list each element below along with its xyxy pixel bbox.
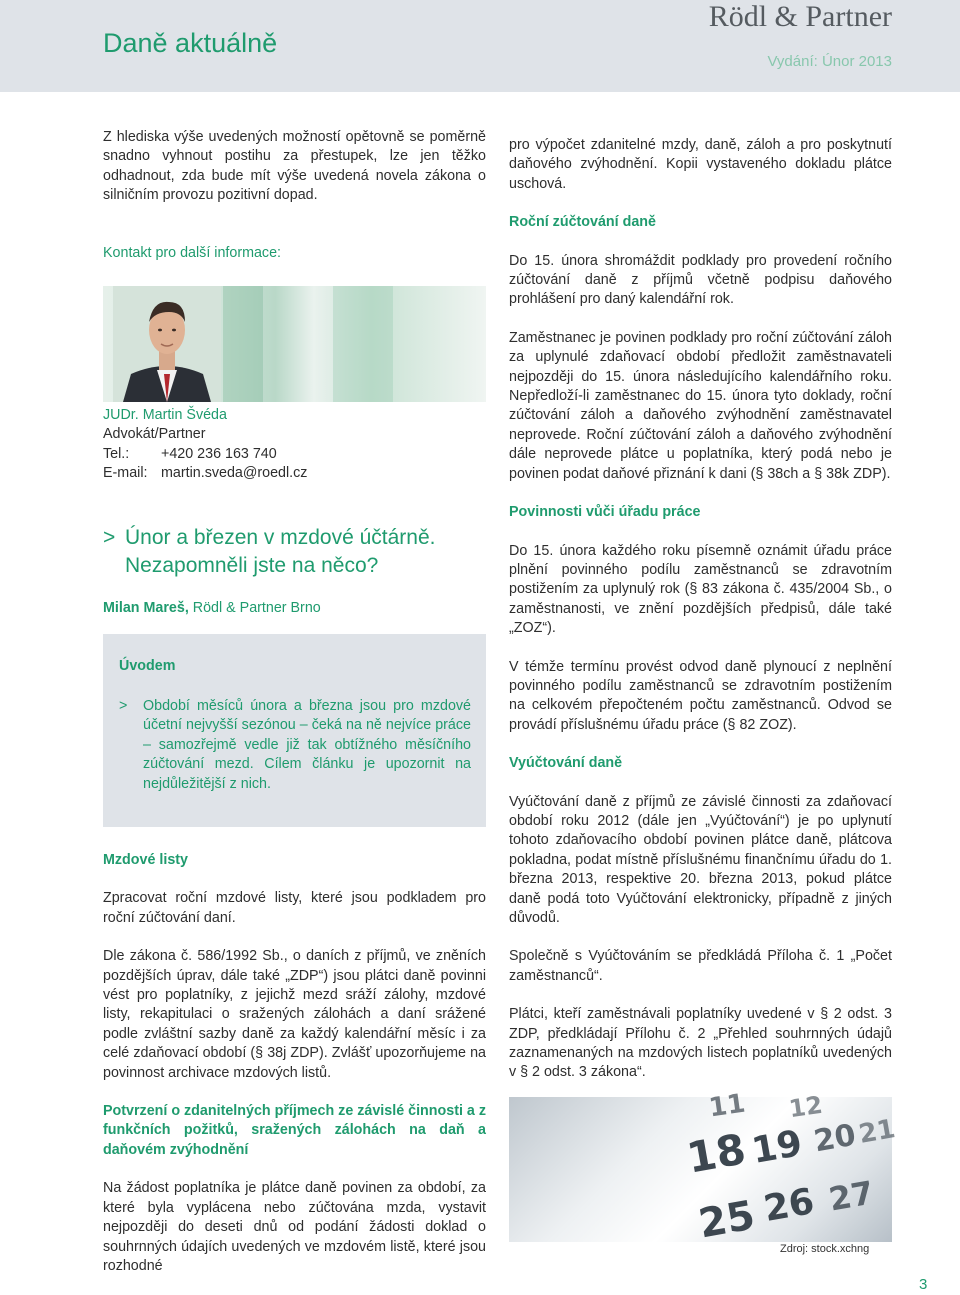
paragraph: Plátci, kteří zaměstnávali poplatníky uvedené v § 2 odst. 3 ZDP, předkládají Přílohu č. 2 „Přehled souhrnných údajů zaznamenaných na mzdových listech poplatníků uvedených v § 2 odst. 3 zákona“.: [509, 1006, 892, 1081]
calendar-number: 21: [856, 1114, 898, 1150]
section-heading-vyuctovani: Vyúčtování daně: [509, 755, 623, 772]
calendar-number: 12: [787, 1090, 825, 1124]
paragraph: Do 15. února každého roku písemně oznámit úřadu práce plnění povinného podílu zaměstnanců se zdravotním postižením za uplynulý rok (§ 83 zákona č. 435/2004 Sb., o zaměstnanosti, ve znění pozdějších předpisů, dále také „ZOZ“).: [509, 542, 892, 637]
phone-label: Tel.:: [103, 445, 130, 462]
image-source: Zdroj: stock.xchng: [780, 1243, 870, 1255]
brand-logo-text: Rödl & Partner: [708, 0, 892, 33]
intro-text: Období měsíců února a března jsou pro mzdové účetní nejvyšší sezónou – čeká na ně nejvíce práce – samozřejmě vedle již tak obtížného měsíčního zúčtování mezd. Cílem článku je upozornit na nejdůležitější z nich.: [143, 698, 471, 792]
left-column-bottom: [103, 851, 486, 1276]
calendar-number: 25: [695, 1192, 759, 1248]
right-column: [509, 136, 892, 1083]
issue-date: Vydání: Únor 2013: [767, 53, 892, 70]
calendar-number: 26: [760, 1180, 818, 1231]
contact-block: [103, 406, 307, 484]
calendar-number: 27: [826, 1173, 877, 1219]
paragraph: Zpracovat roční mzdové listy, které jsou podkladem pro roční zúčtování daní.: [103, 890, 486, 926]
calendar-number: 20: [811, 1117, 859, 1160]
paragraph: pro výpočet zdanitelné mzdy, daně, záloh a pro poskytnutí daňového zvýhodnění. Kopii vystaveného dokladu plátce uschová.: [509, 137, 892, 192]
paragraph: Na žádost poplatníka je plátce daně povinen za období, za které byla vyplácena nebo zúčtována mzda, vystavit nejpozději do deseti dnů od podání žádosti doklad o souhrnných údajích uvedených ve mzdovém listě, které jsou rozhodné: [103, 1180, 486, 1274]
contact-name: JUDr. Martin Švéda: [103, 407, 227, 423]
paragraph: Vyúčtování daně z příjmů ze závislé činnosti za zdaňovací období roku 2012 (dále jen „Vyúčtování“) je po uplynutí tohoto zdaňovacího období povinen plátce daně, plátcova pokladna, podat místně příslušnému finančnímu úřadu do 1. března 2013, respektive 20. března 2013, pokud plátce daně podá toto Vyúčtování elektronicky, případně z jiných důvodů.: [509, 793, 892, 926]
section-heading-rocni-zuctovani: Roční zúčtování daně: [509, 214, 656, 231]
contact-heading: Kontakt pro další informace:: [103, 244, 282, 261]
contact-phone-row: [103, 445, 307, 464]
page-number: 3: [919, 1276, 928, 1293]
paragraph: Společně s Vyúčtováním se předkládá Příloha č. 1 „Počet zaměstnanců“.: [509, 948, 892, 984]
calendar-number: 18: [683, 1124, 750, 1183]
page-header: [0, 0, 960, 92]
article-author: [103, 600, 321, 616]
paragraph: Zaměstnanec je povinen podklady pro roční zúčtování záloh za uplynulé zdaňovací období předložit zaměstnavateli nejpozději do 15. února následujícího kalendářního roku. Nepředloží-li zaměstnanec do 15. února tyto doklady, roční zúčtování záloh a daňového zvýhodnění zaměstnavatel neprovede. Roční zúčtování záloh a daňového zvýhodnění dále neprovede plátce u poplatníka, který podá nebo je povinen podat daňové přiznání k dani (§ 38ch a § 38k ZDP).: [509, 329, 892, 482]
calendar-number: 11: [707, 1088, 748, 1124]
intro-box: [103, 634, 486, 827]
paragraph: Do 15. února shromáždit podklady pro provedení ročního zúčtování daně z příjmů včetně podpisu daňového prohlášení pro daný kalendářní rok.: [509, 252, 892, 308]
phone-number: +420 236 163 740: [161, 445, 277, 462]
paragraph: Z hlediska výše uvedených možností opětovně se poměrně snadno vyhnout postihu za přestupek, lze jen těžko odhadnout, zda bude mít výše uvedená novela zákona o silničním provozu pozitivní dopad.: [103, 129, 486, 204]
section-heading-povinnosti: Povinnosti vůči úřadu práce: [509, 504, 701, 521]
intro-heading: Úvodem: [119, 658, 176, 674]
publication-title: Daně aktuálně: [103, 28, 278, 58]
calendar-photo: [509, 1088, 898, 1248]
contact-role: Advokát/Partner: [103, 426, 206, 443]
title-line-2: Nezapomněli jste na něco?: [125, 554, 379, 577]
article-title: [103, 524, 493, 580]
contact-photo-band: [103, 286, 486, 402]
author-name: Milan Mareš,: [103, 600, 189, 616]
left-column-top: [103, 128, 486, 263]
calendar-number: 19: [748, 1122, 806, 1173]
title-line-1: Únor a březen v mzdové účtárně.: [125, 526, 436, 549]
intro-text-block: [119, 697, 471, 794]
intro-arrow: >: [119, 698, 128, 714]
portrait-photo: [113, 286, 221, 402]
paragraph: V témže termínu provést odvod daně plynoucí z neplnění povinného podílu zaměstnanců se zdravotním postižením na celkovém přepočteném počtu zaměstnanců. Odvod se provádí příslušnému úřadu práce (§ 82 ZOZ).: [509, 658, 892, 733]
author-org: Rödl & Partner Brno: [188, 600, 321, 616]
section-heading-potvrzeni: Potvrzení o zdanitelných příjmech ze závislé činnosti a z funkčních požitků, sražených zálohách na daň a daňovém zvýhodnění: [103, 1103, 486, 1158]
title-arrow: >: [103, 526, 116, 549]
paragraph: Dle zákona č. 586/1992 Sb., o daních z příjmů, ve zněních pozdějších úprav, dále také „ZDP“) jsou plátci daně povinni vést pro poplatníky, z jejichž mezd sráží zálohy, mzdové listy, rekapitulaci o sražených zálohách a daní srážené podle zvláštní sazby daně za každý kalendářní měsíc i za celé zdaňovací období (§ 38j ZDP). Zvlášť upozorňujeme na povinnost archivace mzdových listů.: [103, 948, 486, 1081]
section-heading-mzdove-listy: Mzdové listy: [103, 852, 189, 868]
contact-email-row: [103, 464, 307, 483]
email-label: E-mail:: [103, 465, 148, 482]
email-link[interactable]: martin.sveda@roedl.cz: [161, 465, 308, 482]
